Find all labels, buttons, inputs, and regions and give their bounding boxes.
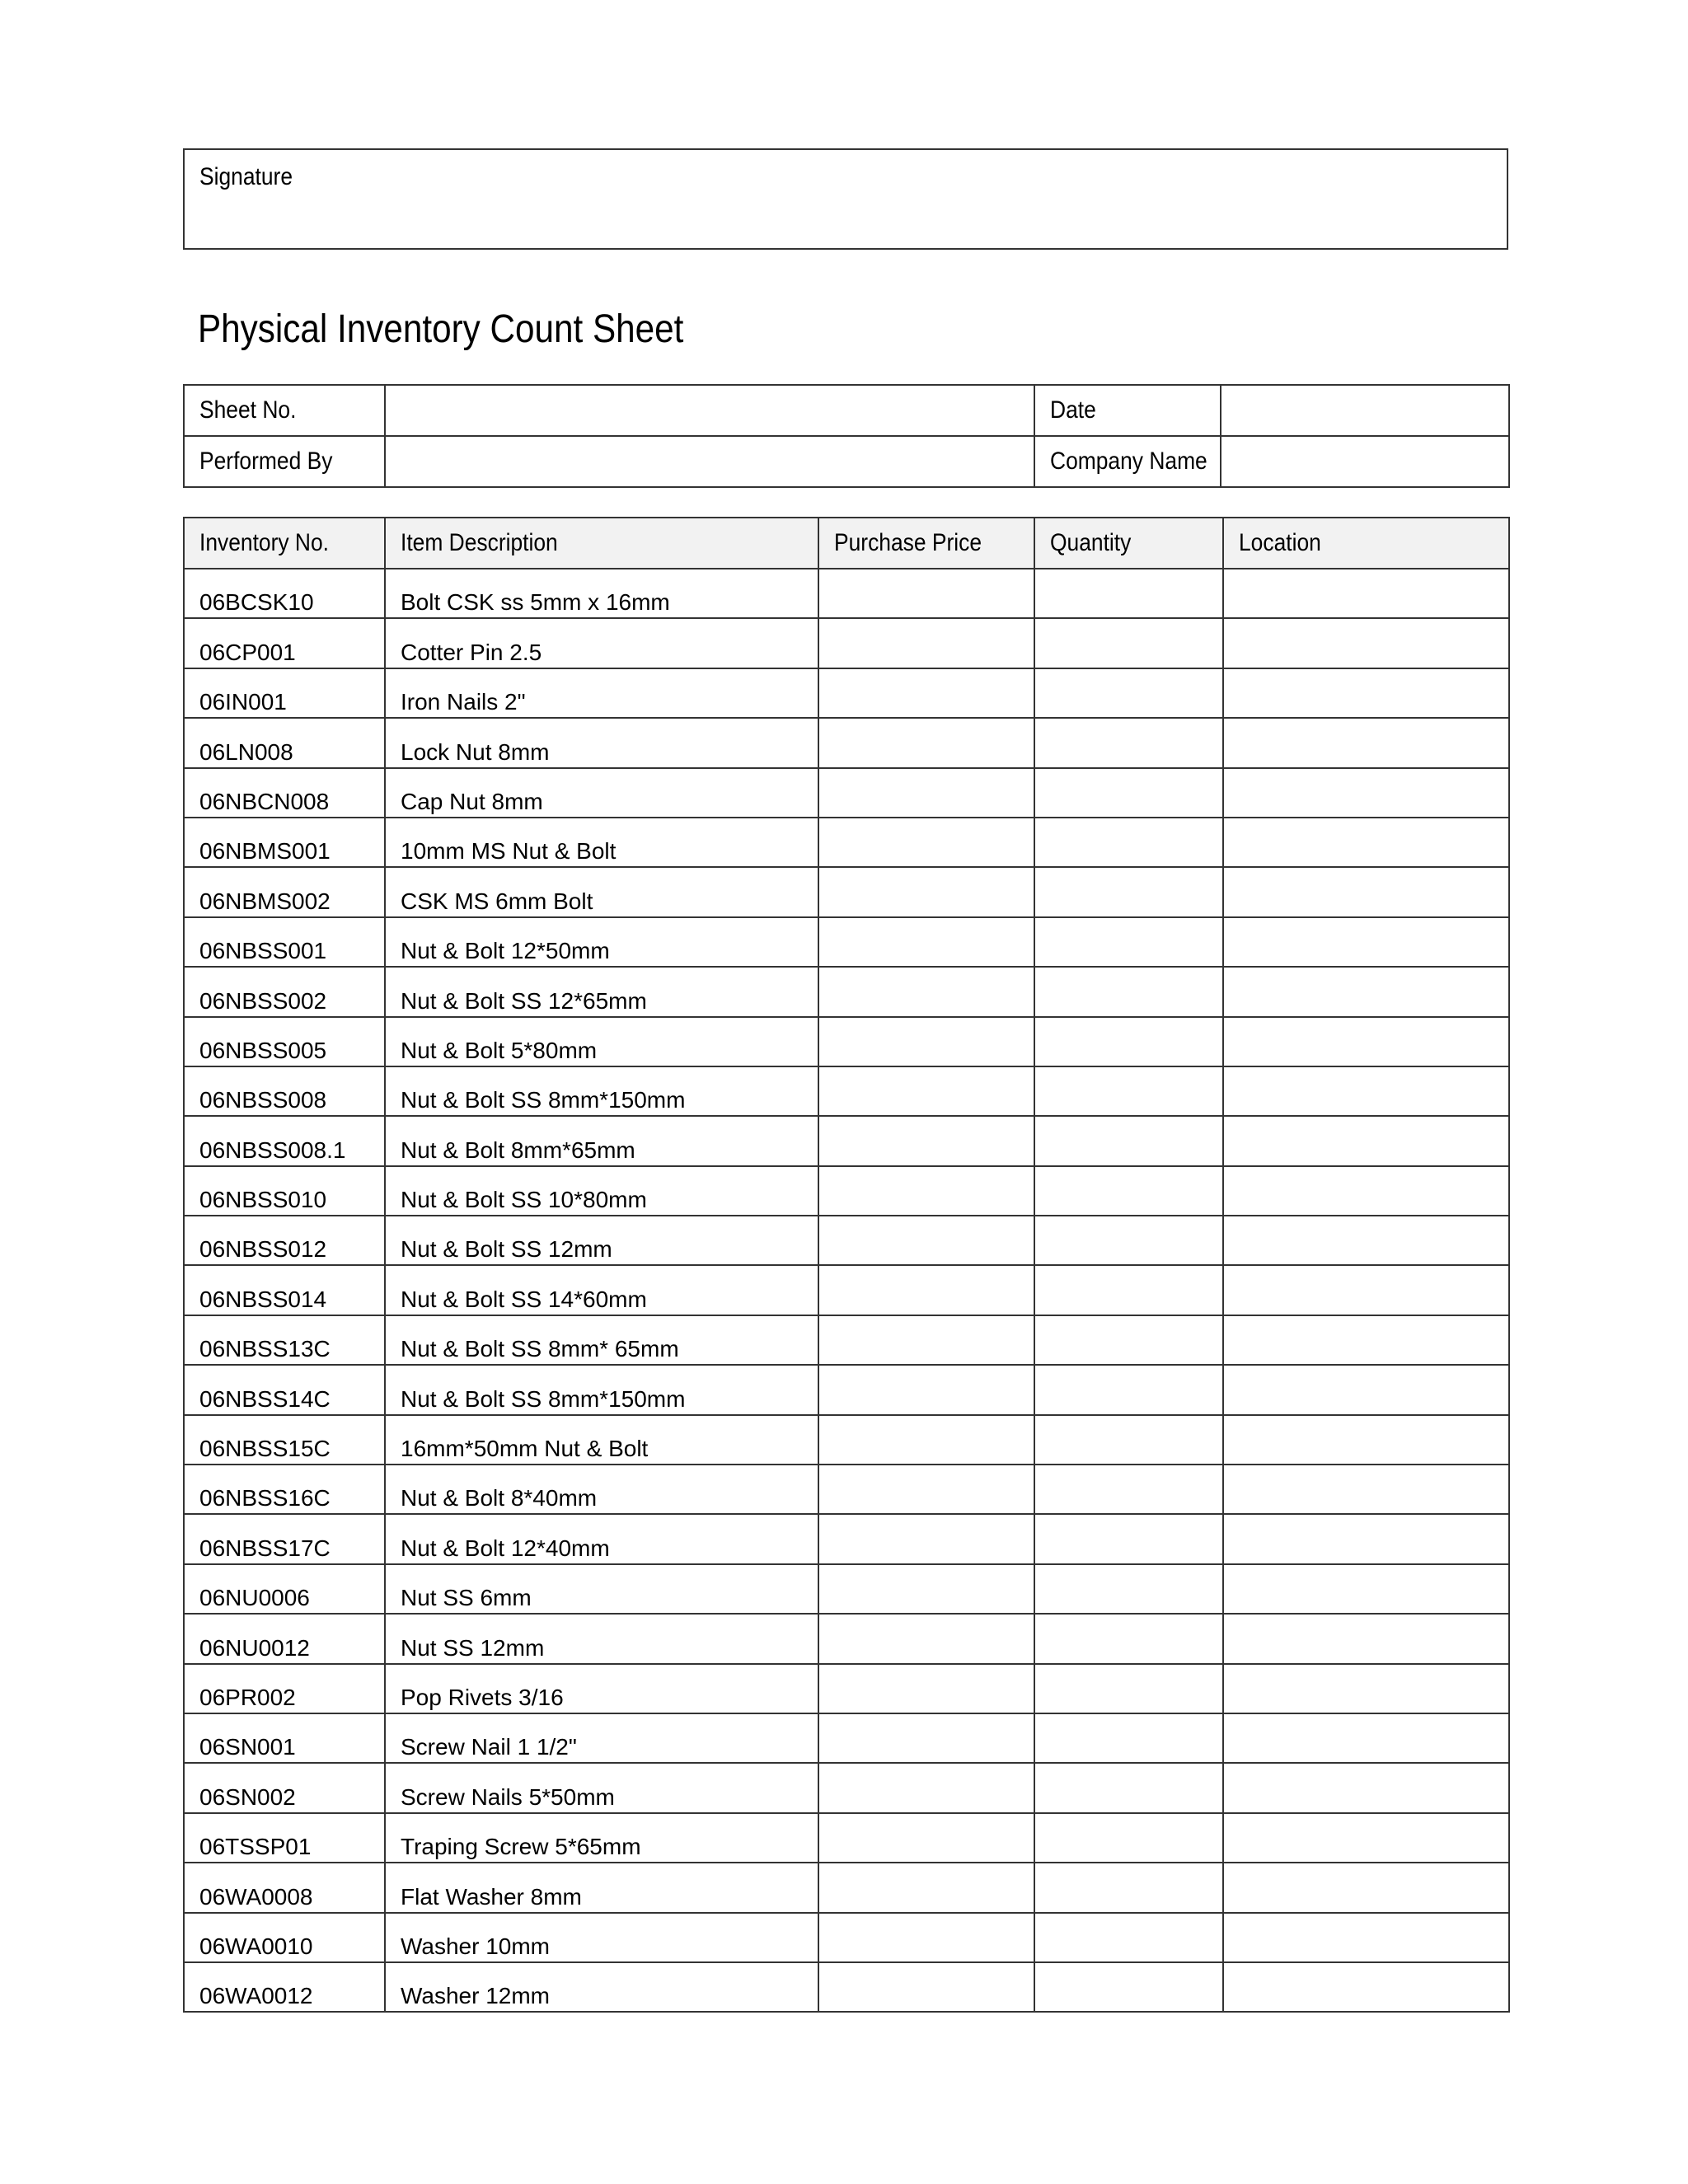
- item-description-cell: Flat Washer 8mm: [385, 1863, 818, 1912]
- company-name-label-cell: [1034, 436, 1221, 487]
- quantity-field[interactable]: [1034, 1166, 1223, 1216]
- quantity-field[interactable]: [1034, 818, 1223, 867]
- inventory-no-cell: 06LN008: [184, 718, 385, 767]
- item-description-cell: Cap Nut 8mm: [385, 768, 818, 818]
- purchase-price-field[interactable]: [818, 1664, 1034, 1713]
- location-field[interactable]: [1223, 1713, 1509, 1763]
- column-header-quantity: [1034, 518, 1223, 569]
- company-name-label: Company Name: [1050, 448, 1207, 475]
- inventory-no-cell: 06WA0010: [184, 1913, 385, 1962]
- column-header-purchase-price: [818, 518, 1034, 569]
- sheet-no-label-cell: [184, 385, 385, 436]
- inventory-no-cell: 06NBSS012: [184, 1216, 385, 1265]
- inventory-table: [183, 517, 1510, 2013]
- location-field[interactable]: [1223, 618, 1509, 668]
- location-field[interactable]: [1223, 1066, 1509, 1116]
- page-title: Physical Inventory Count Sheet: [198, 307, 684, 351]
- purchase-price-field[interactable]: [818, 867, 1034, 916]
- quantity-field[interactable]: [1034, 867, 1223, 916]
- location-field[interactable]: [1223, 1514, 1509, 1563]
- quantity-field[interactable]: [1034, 618, 1223, 668]
- item-description-cell: Screw Nails 5*50mm: [385, 1763, 818, 1812]
- item-description-cell: Nut & Bolt SS 8mm*150mm: [385, 1066, 818, 1116]
- purchase-price-field[interactable]: [818, 1265, 1034, 1315]
- item-description-cell: 10mm MS Nut & Bolt: [385, 818, 818, 867]
- inventory-no-cell: 06NBMS002: [184, 867, 385, 916]
- inventory-body: [184, 569, 1509, 2012]
- inventory-no-cell: 06SN001: [184, 1713, 385, 1763]
- location-field[interactable]: [1223, 1913, 1509, 1962]
- purchase-price-field[interactable]: [818, 1365, 1034, 1414]
- quantity-field[interactable]: [1034, 1913, 1223, 1962]
- item-description-cell: Cotter Pin 2.5: [385, 618, 818, 668]
- purchase-price-field[interactable]: [818, 1315, 1034, 1365]
- location-field[interactable]: [1223, 1664, 1509, 1713]
- sheet-no-label: Sheet No.: [199, 396, 297, 424]
- quantity-field[interactable]: [1034, 1066, 1223, 1116]
- inventory-no-cell: 06NBSS16C: [184, 1465, 385, 1514]
- location-field[interactable]: [1223, 1763, 1509, 1812]
- item-description-cell: Nut & Bolt SS 10*80mm: [385, 1166, 818, 1216]
- table-row: [184, 1066, 1509, 1116]
- location-field[interactable]: [1223, 668, 1509, 718]
- location-field[interactable]: [1223, 1265, 1509, 1315]
- table-row: [184, 1962, 1509, 2012]
- column-header-item-description: [385, 518, 818, 569]
- purchase-price-field[interactable]: [818, 1713, 1034, 1763]
- inventory-no-cell: 06NBSS008.1: [184, 1116, 385, 1165]
- purchase-price-field[interactable]: [818, 768, 1034, 818]
- sheet-no-field[interactable]: [385, 385, 1034, 436]
- table-row: [184, 917, 1509, 967]
- item-description-cell: CSK MS 6mm Bolt: [385, 867, 818, 916]
- quantity-field[interactable]: [1034, 967, 1223, 1016]
- inventory-no-cell: 06NBSS001: [184, 917, 385, 967]
- location-field[interactable]: [1223, 1365, 1509, 1414]
- table-row: [184, 867, 1509, 916]
- table-row: [184, 1465, 1509, 1514]
- company-name-field[interactable]: [1221, 436, 1509, 487]
- sheet-info-table: [183, 384, 1510, 488]
- location-field[interactable]: [1223, 1415, 1509, 1465]
- quantity-field[interactable]: [1034, 668, 1223, 718]
- table-row: [184, 768, 1509, 818]
- table-row: [184, 1365, 1509, 1414]
- inventory-no-cell: 06PR002: [184, 1664, 385, 1713]
- item-description-cell: Pop Rivets 3/16: [385, 1664, 818, 1713]
- table-row: [184, 1614, 1509, 1663]
- inventory-no-cell: 06NBMS001: [184, 818, 385, 867]
- table-row: [184, 1514, 1509, 1563]
- purchase-price-field[interactable]: [818, 618, 1034, 668]
- date-field[interactable]: [1221, 385, 1509, 436]
- inventory-no-cell: 06NBSS13C: [184, 1315, 385, 1365]
- inventory-no-cell: 06WA0008: [184, 1863, 385, 1912]
- table-row: [184, 1265, 1509, 1315]
- location-field[interactable]: [1223, 818, 1509, 867]
- location-field[interactable]: [1223, 1315, 1509, 1365]
- item-description-cell: Nut & Bolt 12*40mm: [385, 1514, 818, 1563]
- inventory-no-cell: 06NBSS17C: [184, 1514, 385, 1563]
- purchase-price-field[interactable]: [818, 1813, 1034, 1863]
- quantity-field[interactable]: [1034, 718, 1223, 767]
- item-description-cell: Nut & Bolt SS 14*60mm: [385, 1265, 818, 1315]
- item-description-cell: Nut & Bolt 8*40mm: [385, 1465, 818, 1514]
- quantity-field[interactable]: [1034, 1415, 1223, 1465]
- inventory-no-cell: 06NBSS010: [184, 1166, 385, 1216]
- quantity-field[interactable]: [1034, 1664, 1223, 1713]
- purchase-price-field[interactable]: [818, 1514, 1034, 1563]
- location-field[interactable]: [1223, 867, 1509, 916]
- location-field[interactable]: [1223, 1216, 1509, 1265]
- item-description-cell: Nut & Bolt SS 12mm: [385, 1216, 818, 1265]
- quantity-field[interactable]: [1034, 1365, 1223, 1414]
- table-row: [184, 618, 1509, 668]
- quantity-field[interactable]: [1034, 1315, 1223, 1365]
- location-field[interactable]: [1223, 1166, 1509, 1216]
- sheet-info-row: [184, 385, 1509, 436]
- purchase-price-field[interactable]: [818, 1017, 1034, 1066]
- item-description-cell: Nut & Bolt 8mm*65mm: [385, 1116, 818, 1165]
- quantity-field[interactable]: [1034, 1713, 1223, 1763]
- sheet-info-row: [184, 436, 1509, 487]
- item-description-cell: Iron Nails 2": [385, 668, 818, 718]
- performed-by-label-cell: [184, 436, 385, 487]
- quantity-field[interactable]: [1034, 1863, 1223, 1912]
- quantity-field[interactable]: [1034, 1216, 1223, 1265]
- inventory-no-cell: 06BCSK10: [184, 569, 385, 618]
- quantity-field[interactable]: [1034, 1514, 1223, 1563]
- table-row: [184, 1813, 1509, 1863]
- purchase-price-field[interactable]: [818, 1415, 1034, 1465]
- table-row: [184, 1763, 1509, 1812]
- location-field[interactable]: [1223, 768, 1509, 818]
- item-description-cell: Nut SS 12mm: [385, 1614, 818, 1663]
- date-label: Date: [1050, 396, 1096, 424]
- column-header-location: [1223, 518, 1509, 569]
- purchase-price-field[interactable]: [818, 1614, 1034, 1663]
- quantity-field[interactable]: [1034, 569, 1223, 618]
- item-description-cell: Nut & Bolt 5*80mm: [385, 1017, 818, 1066]
- inventory-no-cell: 06NBSS014: [184, 1265, 385, 1315]
- inventory-no-cell: 06NU0012: [184, 1614, 385, 1663]
- column-header-inventory-no: [184, 518, 385, 569]
- quantity-field[interactable]: [1034, 1116, 1223, 1165]
- table-row: [184, 1116, 1509, 1165]
- performed-by-label: Performed By: [199, 448, 333, 475]
- inventory-no-cell: 06NBSS15C: [184, 1415, 385, 1465]
- purchase-price-field[interactable]: [818, 569, 1034, 618]
- inventory-no-cell: 06NU0006: [184, 1564, 385, 1614]
- purchase-price-field[interactable]: [818, 1564, 1034, 1614]
- quantity-field[interactable]: [1034, 1564, 1223, 1614]
- purchase-price-field[interactable]: [818, 1465, 1034, 1514]
- item-description-cell: Screw Nail 1 1/2": [385, 1713, 818, 1763]
- location-field[interactable]: [1223, 967, 1509, 1016]
- location-field[interactable]: [1223, 1813, 1509, 1863]
- quantity-field[interactable]: [1034, 768, 1223, 818]
- table-row: [184, 668, 1509, 718]
- signature-label: Signature: [199, 163, 293, 190]
- item-description-cell: Nut & Bolt SS 8mm* 65mm: [385, 1315, 818, 1365]
- quantity-field[interactable]: [1034, 1763, 1223, 1812]
- table-row: [184, 967, 1509, 1016]
- table-row: [184, 718, 1509, 767]
- item-description-cell: Nut & Bolt 12*50mm: [385, 917, 818, 967]
- location-field[interactable]: [1223, 718, 1509, 767]
- column-header-label: Quantity: [1050, 529, 1132, 556]
- table-row: [184, 1713, 1509, 1763]
- item-description-cell: Bolt CSK ss 5mm x 16mm: [385, 569, 818, 618]
- table-row: [184, 1315, 1509, 1365]
- purchase-price-field[interactable]: [818, 1763, 1034, 1812]
- inventory-no-cell: 06NBSS14C: [184, 1365, 385, 1414]
- item-description-cell: Washer 12mm: [385, 1962, 818, 2012]
- quantity-field[interactable]: [1034, 1813, 1223, 1863]
- item-description-cell: Washer 10mm: [385, 1913, 818, 1962]
- item-description-cell: Nut SS 6mm: [385, 1564, 818, 1614]
- inventory-no-cell: 06SN002: [184, 1763, 385, 1812]
- inventory-no-cell: 06IN001: [184, 668, 385, 718]
- date-label-cell: [1034, 385, 1221, 436]
- purchase-price-field[interactable]: [818, 1913, 1034, 1962]
- table-row: [184, 1664, 1509, 1713]
- purchase-price-field[interactable]: [818, 967, 1034, 1016]
- inventory-no-cell: 06TSSP01: [184, 1813, 385, 1863]
- table-row: [184, 1166, 1509, 1216]
- signature-box[interactable]: [183, 148, 1508, 250]
- item-description-cell: Lock Nut 8mm: [385, 718, 818, 767]
- location-field[interactable]: [1223, 1465, 1509, 1514]
- inventory-no-cell: 06NBSS005: [184, 1017, 385, 1066]
- table-row: [184, 1564, 1509, 1614]
- purchase-price-field[interactable]: [818, 1962, 1034, 2012]
- inventory-no-cell: 06WA0012: [184, 1962, 385, 2012]
- table-row: [184, 569, 1509, 618]
- purchase-price-field[interactable]: [818, 818, 1034, 867]
- purchase-price-field[interactable]: [818, 1863, 1034, 1912]
- location-field[interactable]: [1223, 569, 1509, 618]
- inventory-no-cell: 06CP001: [184, 618, 385, 668]
- quantity-field[interactable]: [1034, 1465, 1223, 1514]
- item-description-cell: Nut & Bolt SS 12*65mm: [385, 967, 818, 1016]
- column-header-label: Inventory No.: [199, 529, 330, 556]
- inventory-no-cell: 06NBSS008: [184, 1066, 385, 1116]
- purchase-price-field[interactable]: [818, 668, 1034, 718]
- item-description-cell: 16mm*50mm Nut & Bolt: [385, 1415, 818, 1465]
- performed-by-field[interactable]: [385, 436, 1034, 487]
- location-field[interactable]: [1223, 1614, 1509, 1663]
- location-field[interactable]: [1223, 1564, 1509, 1614]
- quantity-field[interactable]: [1034, 1265, 1223, 1315]
- purchase-price-field[interactable]: [818, 1166, 1034, 1216]
- column-header-label: Purchase Price: [834, 529, 982, 556]
- location-field[interactable]: [1223, 917, 1509, 967]
- purchase-price-field[interactable]: [818, 1216, 1034, 1265]
- inventory-no-cell: 06NBCN008: [184, 768, 385, 818]
- inventory-no-cell: 06NBSS002: [184, 967, 385, 1016]
- quantity-field[interactable]: [1034, 1017, 1223, 1066]
- column-header-label: Location: [1239, 529, 1321, 556]
- quantity-field[interactable]: [1034, 1962, 1223, 2012]
- inventory-header-row: [184, 518, 1509, 569]
- location-field[interactable]: [1223, 1863, 1509, 1912]
- table-row: [184, 1863, 1509, 1912]
- table-row: [184, 1415, 1509, 1465]
- purchase-price-field[interactable]: [818, 1116, 1034, 1165]
- table-row: [184, 1913, 1509, 1962]
- table-row: [184, 1216, 1509, 1265]
- location-field[interactable]: [1223, 1116, 1509, 1165]
- location-field[interactable]: [1223, 1017, 1509, 1066]
- item-description-cell: Traping Screw 5*65mm: [385, 1813, 818, 1863]
- column-header-label: Item Description: [401, 529, 558, 556]
- purchase-price-field[interactable]: [818, 917, 1034, 967]
- purchase-price-field[interactable]: [818, 1066, 1034, 1116]
- quantity-field[interactable]: [1034, 1614, 1223, 1663]
- table-row: [184, 818, 1509, 867]
- table-row: [184, 1017, 1509, 1066]
- purchase-price-field[interactable]: [818, 718, 1034, 767]
- location-field[interactable]: [1223, 1962, 1509, 2012]
- quantity-field[interactable]: [1034, 917, 1223, 967]
- item-description-cell: Nut & Bolt SS 8mm*150mm: [385, 1365, 818, 1414]
